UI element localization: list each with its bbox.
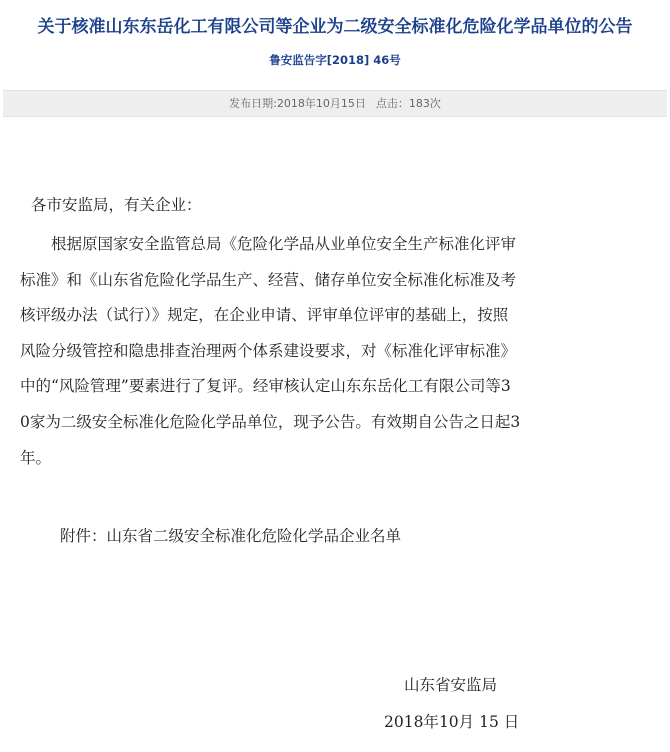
attachment-link: 附件：山东省二级安全标准化危险化学品企业名单 (60, 527, 402, 545)
paragraph-line: 中的“风险管理”要素进行了复评。经审核认定山东东岳化工有限公司等3 (20, 377, 511, 395)
paragraph-line: 核评级办法（试行）》规定，在企业申请、评审单位评审的基础上，按照 (20, 306, 509, 324)
paragraph-line: 0家为二级安全标准化危险化学品单位，现予公告。有效期自公告之日起3 (20, 413, 521, 431)
page-title: 关于核准山东东岳化工有限公司等企业为二级安全标准化危险化学品单位的公告 (37, 17, 633, 37)
click-count: 点击：183次 (375, 97, 441, 110)
document-number: 鲁安监告字[2018] 46号 (269, 53, 401, 67)
signature-org: 山东省安监局 (404, 676, 498, 694)
meta-bar (3, 90, 667, 117)
salutation: 各市安监局，有关企业： (31, 196, 202, 214)
paragraph-line: 标准》和《山东省危险化学品生产、经营、储存单位安全标准化标准及考 (20, 271, 517, 289)
signature-date: 2018年10月 15 日 (384, 713, 520, 731)
paragraph-line: 根据原国家安全监管总局《危险化学品从业单位安全生产标准化评审 (20, 235, 517, 253)
paragraph-line: 风险分级管控和隐患排查治理两个体系建设要求，对《标准化评审标准》 (20, 342, 517, 360)
publish-date: 发布日期:2018年10月15日 (229, 97, 366, 110)
paragraph-line: 年。 (20, 449, 52, 467)
